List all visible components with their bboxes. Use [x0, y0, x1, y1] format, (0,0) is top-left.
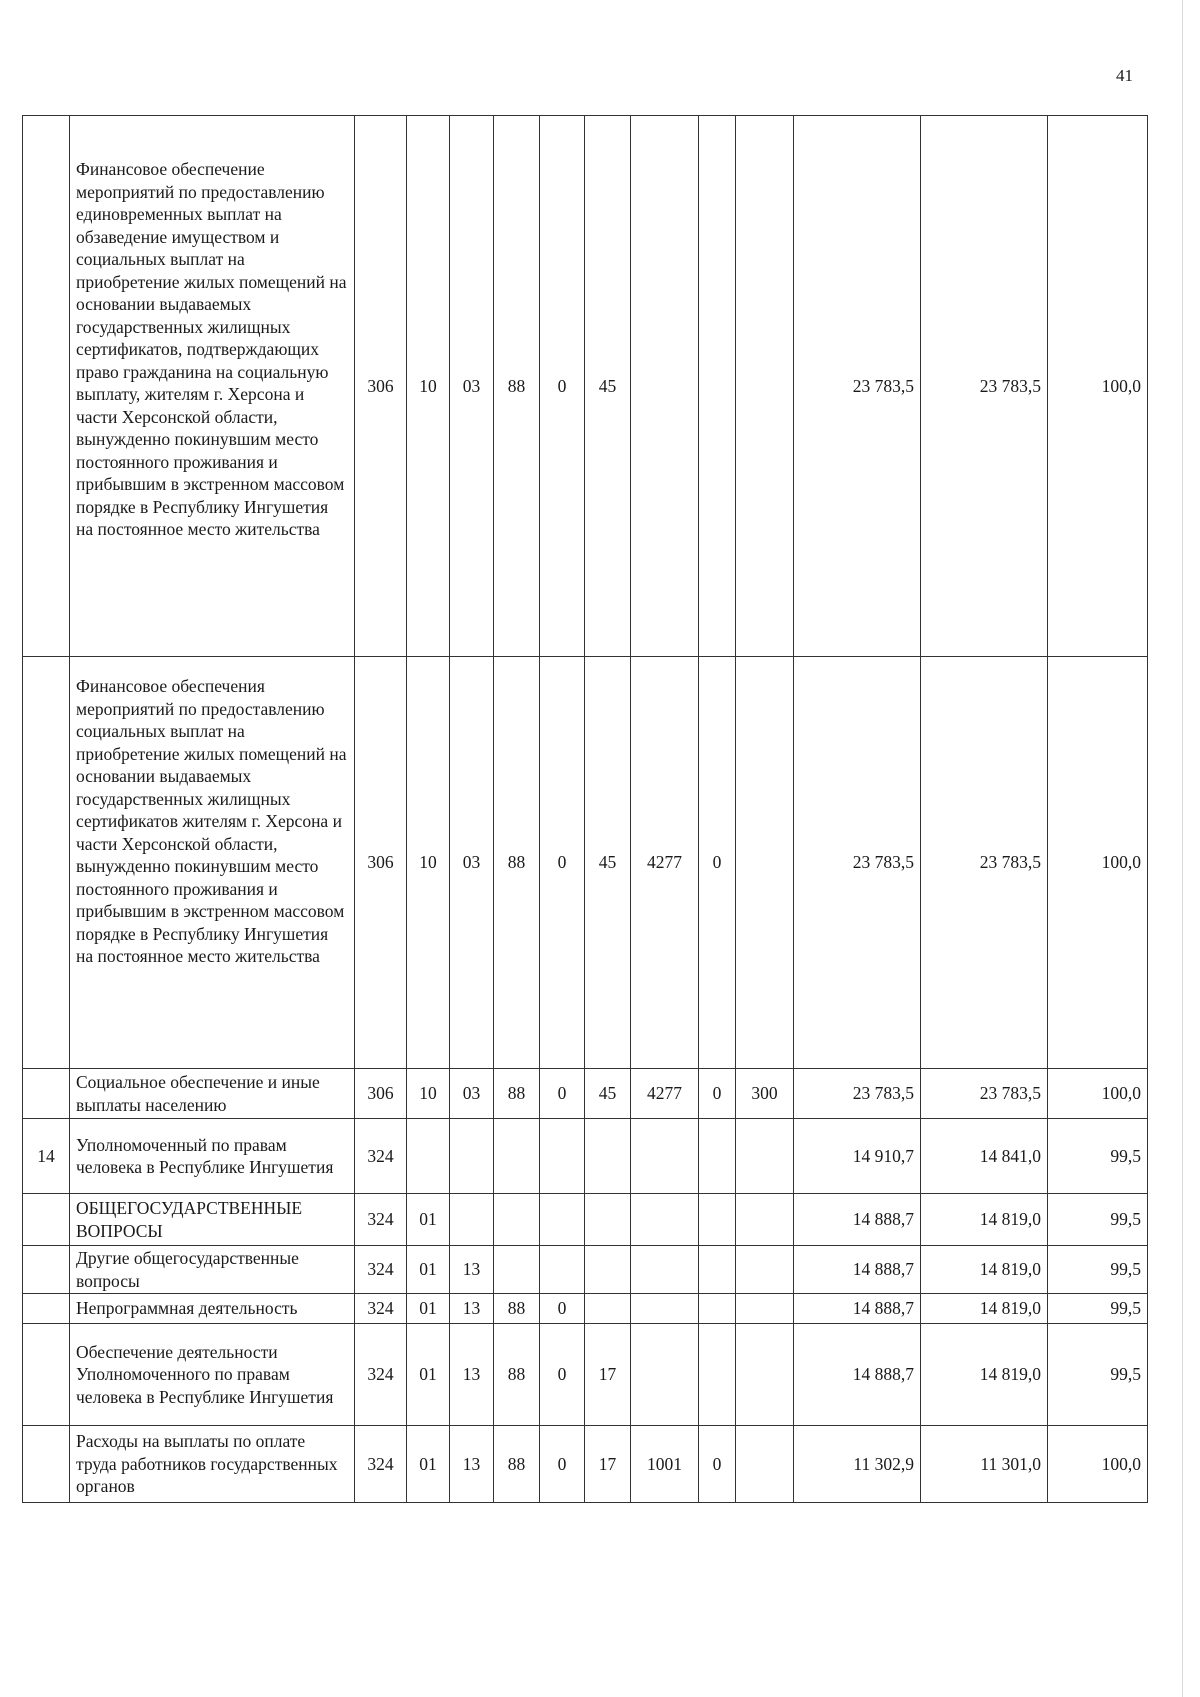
cell-fact: 23 783,5: [921, 657, 1048, 1069]
cell-percent: 99,5: [1048, 1246, 1148, 1294]
cell-vr: 300: [736, 1069, 794, 1119]
cell-cs3: [585, 1294, 631, 1324]
cell-vr: [736, 1324, 794, 1426]
cell-pr: 03: [450, 1069, 494, 1119]
cell-ved: 324: [355, 1246, 407, 1294]
cell-ved: 324: [355, 1426, 407, 1503]
cell-plan: 23 783,5: [794, 657, 921, 1069]
row-name: Расходы на выплаты по оплате труда работников государственных органов: [70, 1426, 355, 1503]
cell-fact: 11 301,0: [921, 1426, 1048, 1503]
cell-rz: 01: [407, 1294, 450, 1324]
cell-cs3: [585, 1194, 631, 1246]
cell-rz: 10: [407, 657, 450, 1069]
row-number: [23, 1194, 70, 1246]
cell-ved: 306: [355, 116, 407, 657]
cell-cs1: 88: [494, 1069, 540, 1119]
scan-edge-line: [1182, 0, 1183, 1697]
cell-cs3: [585, 1119, 631, 1194]
cell-rz: 10: [407, 116, 450, 657]
row-number: [23, 116, 70, 657]
cell-vr: [736, 1246, 794, 1294]
row-name: Социальное обеспечение и иные выплаты населению: [70, 1069, 355, 1119]
table-row: [23, 1324, 1148, 1426]
table-row: [23, 1119, 1148, 1194]
cell-cs4: [631, 1194, 699, 1246]
cell-pr: 13: [450, 1426, 494, 1503]
cell-pr: 03: [450, 116, 494, 657]
table-row: [23, 1246, 1148, 1294]
cell-ved: 306: [355, 1069, 407, 1119]
cell-cs1: 88: [494, 657, 540, 1069]
cell-cs1: [494, 1194, 540, 1246]
table-row: [23, 1069, 1148, 1119]
cell-cs5: 0: [699, 1426, 736, 1503]
cell-vr: [736, 657, 794, 1069]
cell-rz: 10: [407, 1069, 450, 1119]
row-name: Уполномоченный по правам человека в Республике Ингушетия: [70, 1119, 355, 1194]
cell-percent: 100,0: [1048, 116, 1148, 657]
cell-cs4: [631, 116, 699, 657]
cell-cs3: 17: [585, 1426, 631, 1503]
row-number: [23, 1246, 70, 1294]
cell-cs1: 88: [494, 1426, 540, 1503]
cell-fact: 14 819,0: [921, 1294, 1048, 1324]
row-number: [23, 657, 70, 1069]
cell-cs2: 0: [540, 116, 585, 657]
cell-cs2: 0: [540, 1069, 585, 1119]
cell-fact: 14 841,0: [921, 1119, 1048, 1194]
cell-percent: 99,5: [1048, 1119, 1148, 1194]
cell-rz: 01: [407, 1324, 450, 1426]
cell-plan: 14 888,7: [794, 1194, 921, 1246]
cell-cs4: [631, 1294, 699, 1324]
row-name: Финансовое обеспечения мероприятий по предоставлению социальных выплат на приобретение жилых помещений на основании выдаваемых государственных жилищных сертификатов жителям г. Херсона и части Херсонской области, вынужденно покинувшим место постоянного проживания и прибывшим в экстренном массовом порядке в Республику Ингушетия на постоянное место жительства: [70, 657, 355, 1069]
cell-percent: 99,5: [1048, 1294, 1148, 1324]
cell-cs4: 4277: [631, 1069, 699, 1119]
page-number: 41: [1116, 66, 1133, 85]
row-number: [23, 1426, 70, 1503]
table-row: [23, 116, 1148, 657]
cell-cs2: [540, 1119, 585, 1194]
cell-rz: 01: [407, 1194, 450, 1246]
cell-cs2: [540, 1194, 585, 1246]
row-name: Другие общегосударственные вопросы: [70, 1246, 355, 1294]
cell-pr: 13: [450, 1294, 494, 1324]
cell-cs5: [699, 1194, 736, 1246]
table-row: [23, 1294, 1148, 1324]
row-name: Непрограммная деятельность: [70, 1294, 355, 1324]
cell-ved: 324: [355, 1294, 407, 1324]
cell-percent: 99,5: [1048, 1324, 1148, 1426]
cell-vr: [736, 1294, 794, 1324]
row-name: ОБЩЕГОСУДАРСТВЕННЫЕ ВОПРОСЫ: [70, 1194, 355, 1246]
cell-rz: 01: [407, 1426, 450, 1503]
cell-ved: 306: [355, 657, 407, 1069]
row-number: [23, 1294, 70, 1324]
cell-fact: 14 819,0: [921, 1246, 1048, 1294]
cell-cs5: 0: [699, 1069, 736, 1119]
cell-cs1: [494, 1119, 540, 1194]
cell-cs5: [699, 1246, 736, 1294]
cell-plan: 14 888,7: [794, 1294, 921, 1324]
cell-plan: 23 783,5: [794, 116, 921, 657]
cell-cs1: 88: [494, 116, 540, 657]
cell-cs4: [631, 1246, 699, 1294]
table-row: [23, 1426, 1148, 1503]
cell-cs4: [631, 1324, 699, 1426]
cell-plan: 14 888,7: [794, 1246, 921, 1294]
cell-cs5: [699, 1324, 736, 1426]
cell-pr: 13: [450, 1324, 494, 1426]
cell-fact: 14 819,0: [921, 1324, 1048, 1426]
cell-percent: 100,0: [1048, 657, 1148, 1069]
cell-cs3: 45: [585, 657, 631, 1069]
table-row: [23, 657, 1148, 1069]
cell-cs4: 4277: [631, 657, 699, 1069]
cell-cs2: 0: [540, 657, 585, 1069]
cell-vr: [736, 1426, 794, 1503]
cell-vr: [736, 1119, 794, 1194]
cell-percent: 99,5: [1048, 1194, 1148, 1246]
table-row: [23, 1194, 1148, 1246]
cell-cs4: [631, 1119, 699, 1194]
cell-cs2: [540, 1246, 585, 1294]
cell-ved: 324: [355, 1119, 407, 1194]
cell-cs2: 0: [540, 1294, 585, 1324]
row-name: Финансовое обеспечение мероприятий по предоставлению единовременных выплат на обзаведение имуществом и социальных выплат на приобретение жилых помещений на основании выдаваемых государственных жилищных сертификатов, подтверждающих право гражданина на социальную выплату, жителям г. Херсона и части Херсонской области, вынужденно покинувшим место постоянного проживания и прибывшим в экстренном массовом порядке в Республику Ингушетия на постоянное место жительства: [70, 116, 355, 657]
cell-ved: 324: [355, 1324, 407, 1426]
cell-cs3: 17: [585, 1324, 631, 1426]
cell-plan: 23 783,5: [794, 1069, 921, 1119]
cell-cs3: 45: [585, 116, 631, 657]
row-number: [23, 1324, 70, 1426]
budget-execution-table: [22, 115, 1148, 1503]
cell-pr: [450, 1119, 494, 1194]
cell-pr: 03: [450, 657, 494, 1069]
cell-cs1: 88: [494, 1294, 540, 1324]
table-body: [23, 116, 1148, 1503]
cell-rz: [407, 1119, 450, 1194]
cell-fact: 14 819,0: [921, 1194, 1048, 1246]
cell-cs5: 0: [699, 657, 736, 1069]
cell-cs5: [699, 1119, 736, 1194]
cell-cs1: [494, 1246, 540, 1294]
cell-percent: 100,0: [1048, 1069, 1148, 1119]
cell-cs2: 0: [540, 1324, 585, 1426]
cell-percent: 100,0: [1048, 1426, 1148, 1503]
cell-fact: 23 783,5: [921, 1069, 1048, 1119]
cell-cs4: 1001: [631, 1426, 699, 1503]
cell-cs1: 88: [494, 1324, 540, 1426]
cell-rz: 01: [407, 1246, 450, 1294]
row-number: [23, 1069, 70, 1119]
cell-fact: 23 783,5: [921, 116, 1048, 657]
row-number: 14: [23, 1119, 70, 1194]
cell-cs5: [699, 116, 736, 657]
cell-vr: [736, 116, 794, 657]
row-name: Обеспечение деятельности Уполномоченного по правам человека в Республике Ингушетия: [70, 1324, 355, 1426]
cell-cs3: [585, 1246, 631, 1294]
cell-vr: [736, 1194, 794, 1246]
cell-plan: 11 302,9: [794, 1426, 921, 1503]
cell-cs2: 0: [540, 1426, 585, 1503]
cell-cs5: [699, 1294, 736, 1324]
cell-plan: 14 910,7: [794, 1119, 921, 1194]
cell-cs3: 45: [585, 1069, 631, 1119]
cell-plan: 14 888,7: [794, 1324, 921, 1426]
cell-pr: [450, 1194, 494, 1246]
cell-ved: 324: [355, 1194, 407, 1246]
cell-pr: 13: [450, 1246, 494, 1294]
